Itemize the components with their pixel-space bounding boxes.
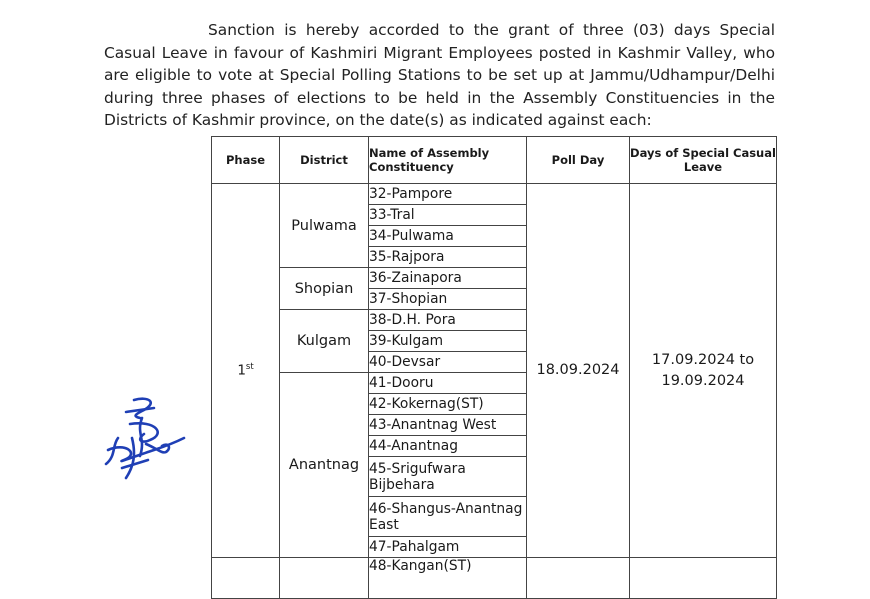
poll-day-cell: 18.09.2024 xyxy=(527,184,630,558)
district-cell: Shopian xyxy=(280,268,369,310)
table-cell-empty xyxy=(280,558,369,599)
district-cell: Pulwama xyxy=(280,184,369,268)
constituency-cell: 34-Pulwama xyxy=(369,226,527,247)
leave-days-cell: 17.09.2024 to 19.09.2024 xyxy=(630,184,777,558)
constituency-cell: 43-Anantnag West xyxy=(369,415,527,436)
constituency-cell: 38-D.H. Pora xyxy=(369,310,527,331)
constituency-cell: 45-Srigufwara Bijbehara xyxy=(369,457,527,497)
handwritten-signature xyxy=(96,394,190,494)
table-cell-empty xyxy=(630,558,777,599)
phase-number: 1 xyxy=(237,362,246,379)
constituency-cell: 40-Devsar xyxy=(369,352,527,373)
header-phase: Phase xyxy=(212,137,280,184)
constituency-cell: 35-Rajpora xyxy=(369,247,527,268)
constituency-cell: 46-Shangus-Anantnag East xyxy=(369,497,527,537)
constituency-cell: 33-Tral xyxy=(369,205,527,226)
constituency-cell: 44-Anantnag xyxy=(369,436,527,457)
constituency-cell: 39-Kulgam xyxy=(369,331,527,352)
header-leave-days: Days of Special Casual Leave xyxy=(630,137,777,184)
constituency-cell: 32-Pampore xyxy=(369,184,527,205)
district-cell: Kulgam xyxy=(280,310,369,373)
constituency-cell: 37-Shopian xyxy=(369,289,527,310)
table-cell-empty xyxy=(527,558,630,599)
phase-cell xyxy=(212,184,280,558)
sanction-paragraph: Sanction is hereby accorded to the grant of three (03) days Special Casual Leave in favour of Kashmiri Migrant Employees posted in Kashmir Valley, who are eligible to vote at Special Polling Stations to be set up at Jammu/Udhampur/Delhi during three phases of elections to be held in the Assembly Constituencies in the Districts of Kashmir province, on the date(s) as indicated against each: xyxy=(104,21,775,130)
constituency-cell: 36-Zainapora xyxy=(369,268,527,289)
table-row xyxy=(212,558,777,599)
header-constituency: Name of Assembly Constituency xyxy=(369,137,527,184)
constituency-cell: 41-Dooru xyxy=(369,373,527,394)
election-leave-table xyxy=(211,136,777,599)
phase-suffix: st xyxy=(245,362,254,373)
header-poll-day: Poll Day xyxy=(527,137,630,184)
constituency-cell: 47-Pahalgam xyxy=(369,537,527,558)
constituency-cell: 42-Kokernag(ST) xyxy=(369,394,527,415)
table-row xyxy=(212,184,777,205)
constituency-cell: 48-Kangan(ST) xyxy=(369,558,527,599)
district-cell: Anantnag xyxy=(280,373,369,558)
table-cell-empty xyxy=(212,558,280,599)
table-header-row xyxy=(212,137,777,184)
header-district: District xyxy=(280,137,369,184)
